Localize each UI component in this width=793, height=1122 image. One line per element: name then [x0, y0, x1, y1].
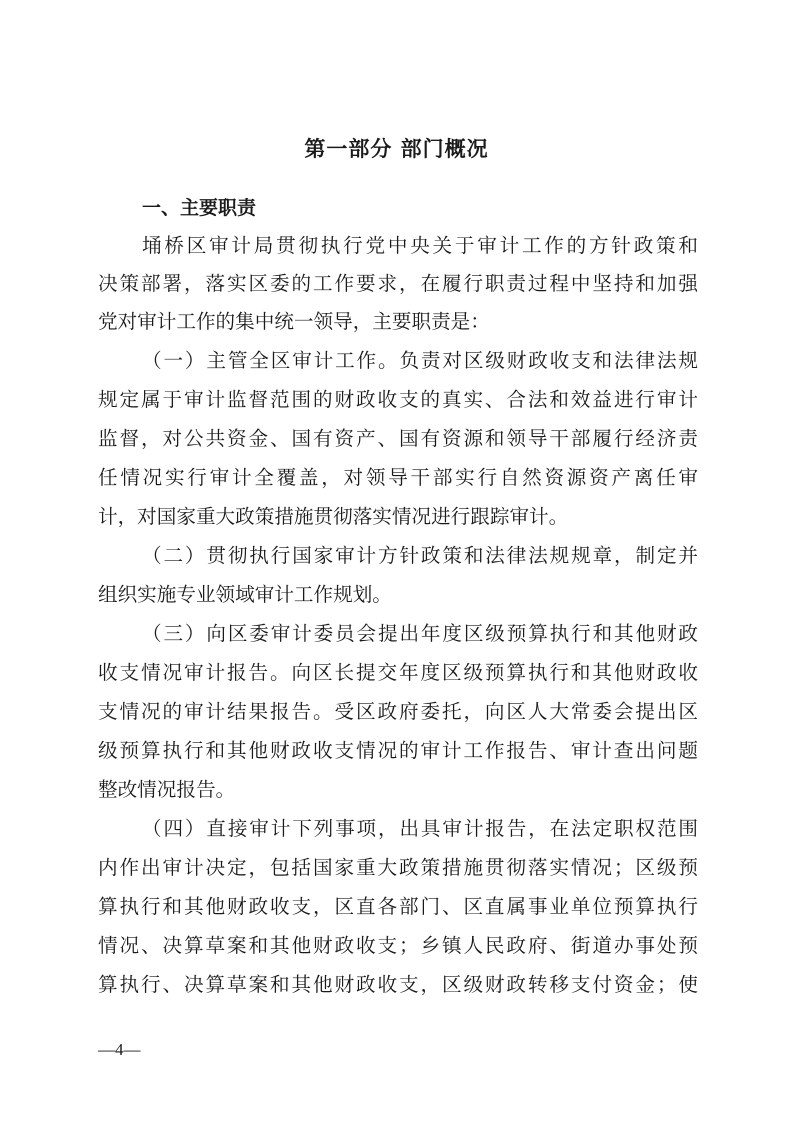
paragraph-line: 任情况实行审计全覆盖，对领导干部实行自然资源资产离任审 [98, 466, 698, 489]
paragraph-line: 内作出审计决定，包括国家重大政策措施贯彻落实情况；区级预 [98, 856, 698, 879]
paragraph-line: 党对审计工作的集中统一领导，主要职责是： [98, 310, 490, 333]
paragraph-line: 支情况的审计结果报告。受区政府委托，向区人大常委会提出区 [98, 700, 698, 723]
page-number: —4— [98, 1040, 141, 1059]
paragraph-line: 情况、决算草案和其他财政收支；乡镇人民政府、街道办事处预 [98, 934, 698, 957]
paragraph-line: 决策部署，落实区委的工作要求，在履行职责过程中坚持和加强 [98, 272, 698, 295]
paragraph-line: 规定属于审计监督范围的财政收支的真实、合法和效益进行审计 [98, 388, 698, 411]
paragraph-line: （三）向区委审计委员会提出年度区级预算执行和其他财政 [142, 622, 698, 645]
paragraph-line: 监督，对公共资金、国有资产、国有资源和领导干部履行经济责 [98, 427, 698, 450]
paragraph-line: （二）贯彻执行国家审计方针政策和法律法规规章，制定并 [142, 544, 698, 567]
section-heading: 一、主要职责 [142, 197, 257, 219]
paragraph-line: 级预算执行和其他财政收支情况的审计工作报告、审计查出问题 [98, 739, 698, 762]
paragraph-line: 收支情况审计报告。向区长提交年度区级预算执行和其他财政收 [98, 661, 698, 684]
paragraph-line: （一）主管全区审计工作。负责对区级财政收支和法律法规 [142, 349, 698, 372]
paragraph-line: 整改情况报告。 [98, 778, 236, 801]
paragraph-line: 算执行和其他财政收支，区直各部门、区直属事业单位预算执行 [98, 895, 698, 918]
paragraph-line: 组织实施专业领域审计工作规划。 [98, 583, 392, 606]
paragraph-line: 计，对国家重大政策措施贯彻落实情况进行跟踪审计。 [98, 505, 569, 528]
page-title: 第一部分 部门概况 [304, 137, 489, 161]
paragraph-line: 埇桥区审计局贯彻执行党中央关于审计工作的方针政策和 [142, 234, 698, 257]
paragraph-line: 算执行、决算草案和其他财政收支，区级财政转移支付资金；使 [98, 973, 698, 996]
paragraph-line: （四）直接审计下列事项，出具审计报告，在法定职权范围 [142, 817, 698, 840]
